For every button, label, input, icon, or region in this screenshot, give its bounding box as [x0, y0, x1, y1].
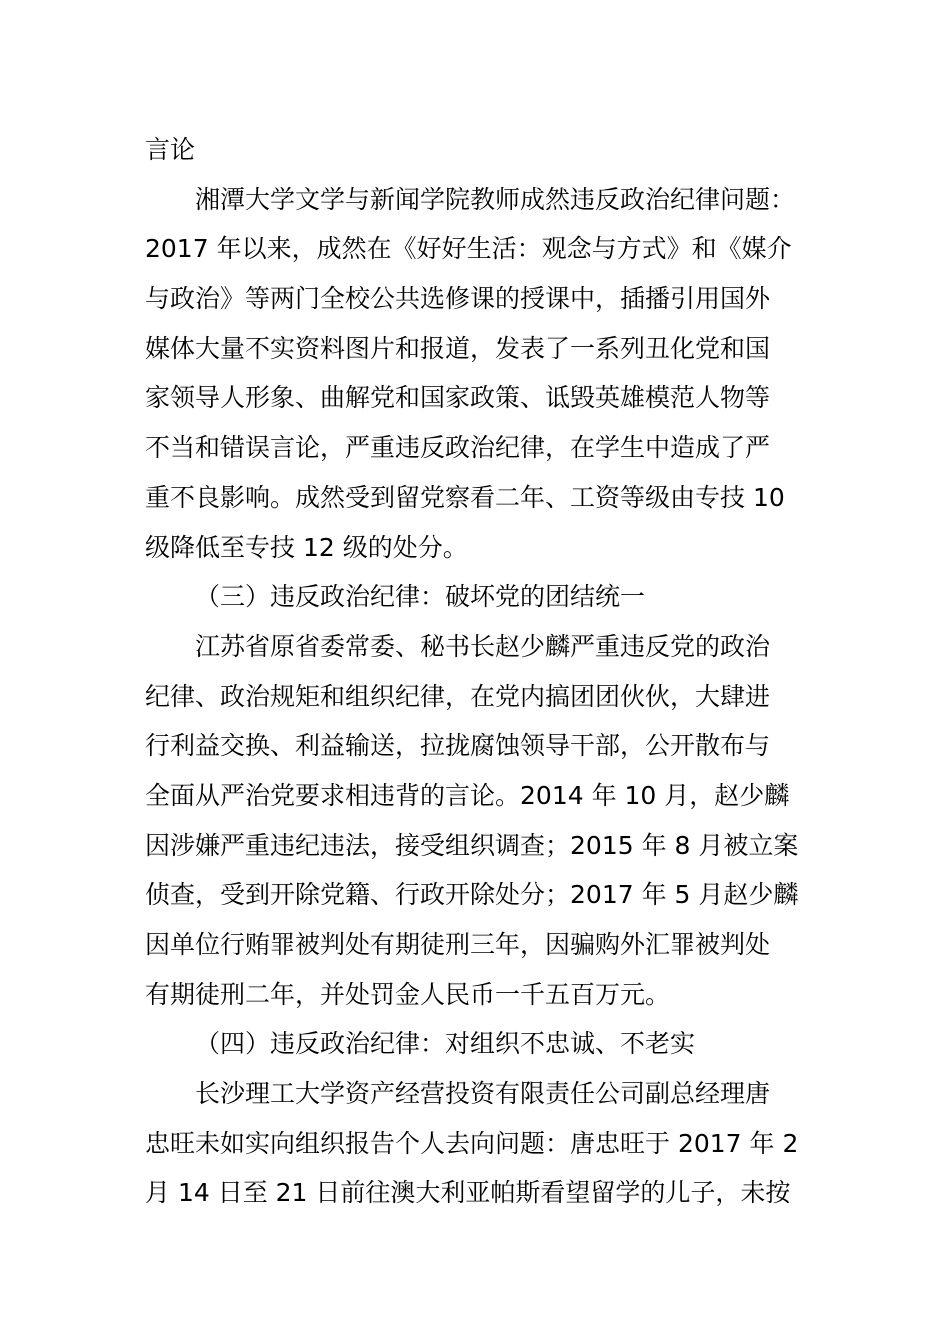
text-line-3: 2017 年以来，成然在《好好生活：观念与方式》和《媒介 — [145, 234, 792, 264]
text-line-5: 媒体大量不实资料图片和报道，发表了一系列丑化党和国 — [145, 333, 771, 363]
text-line-18: 有期徒刑二年，并处罚金人民币一千五百万元。 — [145, 979, 671, 1009]
text-line-16: 侦查，受到开除党籍、行政开除处分；2017 年 5 月赵少麟 — [145, 880, 799, 910]
text-line-14: 全面从严治党要求相违背的言论。2014 年 10 月，赵少麟 — [145, 780, 790, 810]
text-line-8: 重不良影响。成然受到留党察看二年、工资等级由专技 10 — [145, 482, 785, 512]
section-heading-3: （三）违反政治纪律：破坏党的团结统一 — [195, 582, 646, 612]
text-line-7: 不当和错误言论，严重违反政治纪律，在学生中造成了严 — [145, 433, 771, 463]
text-line-21: 忠旺未如实向组织报告个人去向问题：唐忠旺于 2017 年 2 — [145, 1128, 799, 1158]
text-line-6: 家领导人形象、曲解党和国家政策、诋毁英雄模范人物等 — [145, 383, 771, 413]
text-line-13: 行利益交换、利益输送，拉拢腐蚀领导干部，公开散布与 — [145, 731, 771, 761]
text-line-20: 长沙理工大学资产经营投资有限责任公司副总经理唐 — [195, 1079, 771, 1109]
document-body — [145, 125, 825, 1218]
text-line-2: 湘潭大学文学与新闻学院教师成然违反政治纪律问题： — [195, 184, 796, 214]
text-line-1: 言论 — [145, 135, 196, 164]
section-heading-4: （四）违反政治纪律：对组织不忠诚、不老实 — [195, 1029, 696, 1059]
text-line-15: 因涉嫌严重违纪违法，接受组织调查；2015 年 8 月被立案 — [145, 830, 799, 860]
text-line-11: 江苏省原省委常委、秘书长赵少麟严重违反党的政治 — [195, 631, 771, 661]
text-line-9: 级降低至专技 12 级的处分。 — [145, 532, 468, 562]
text-line-12: 纪律、政治规矩和组织纪律，在党内搞团团伙伙，大肆进 — [145, 681, 771, 711]
text-line-4: 与政治》等两门全校公共选修课的授课中，插播引用国外 — [145, 284, 771, 314]
text-line-17: 因单位行贿罪被判处有期徒刑三年，因骗购外汇罪被判处 — [145, 930, 771, 959]
text-line-22: 月 14 日至 21 日前往澳大利亚帕斯看望留学的儿子，未按 — [145, 1178, 791, 1208]
